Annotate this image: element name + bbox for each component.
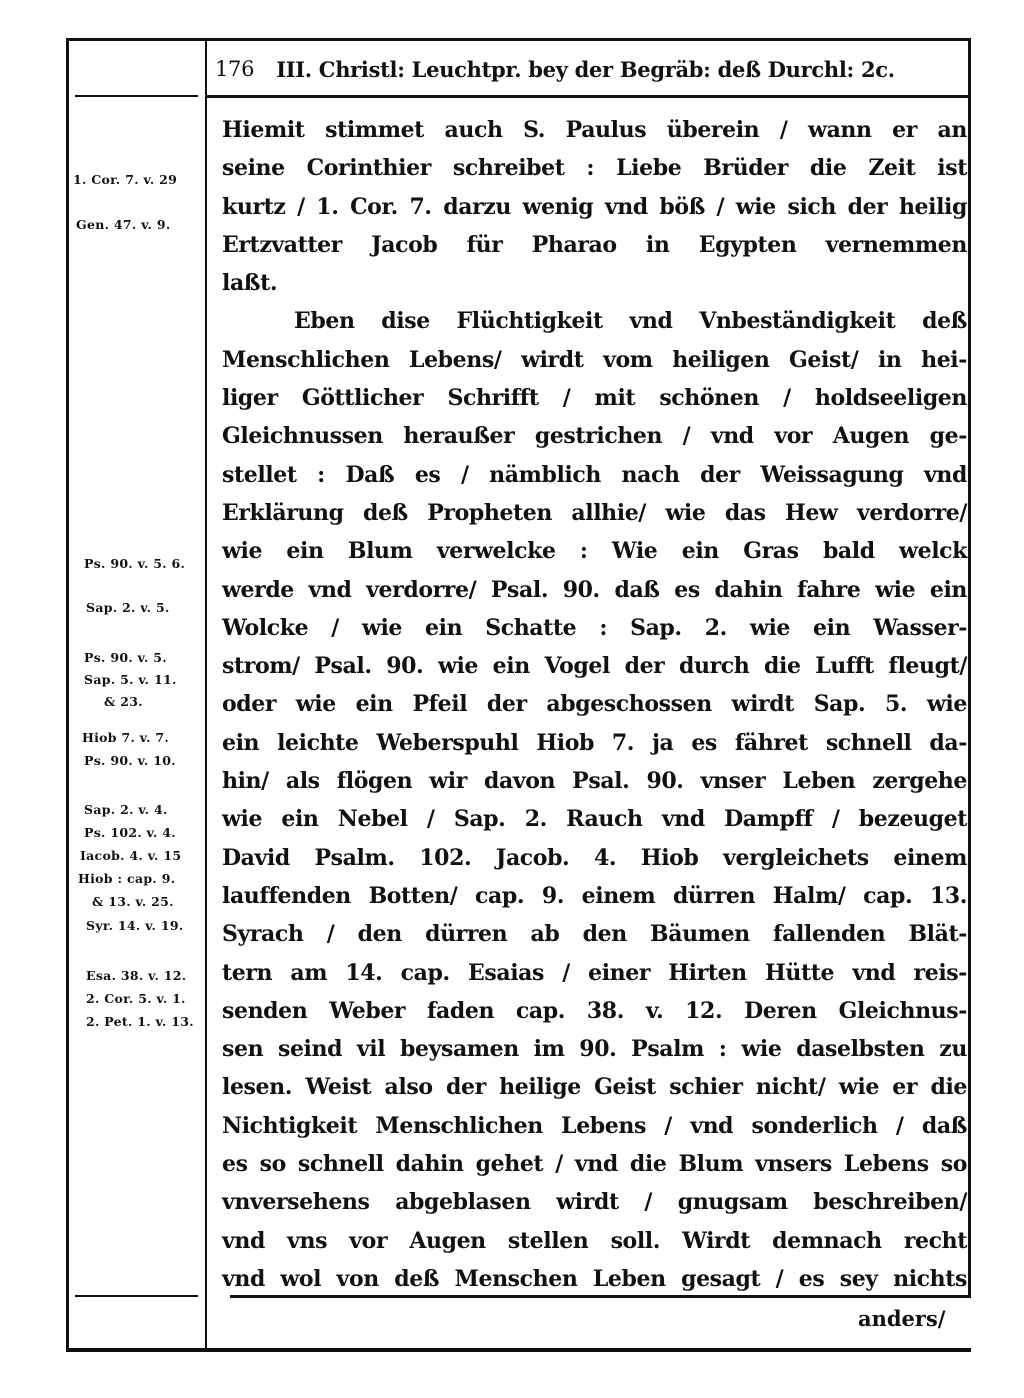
margin-reference: Syr. 14. v. 19. <box>86 918 184 933</box>
running-title: III. Christl: Leuchtpr. bey der Begräb: deß Durchl: 2c. <box>276 56 895 82</box>
margin-reference: Ps. 90. v. 5. <box>84 650 167 665</box>
margin-reference: 1. Cor. 7. v. 29 <box>73 172 178 187</box>
margin-reference: Ps. 90. v. 10. <box>84 753 176 768</box>
margin-reference: Hiob 7. v. 7. <box>82 730 170 745</box>
text-line: vnd wol von deß Menschen Leben gesagt / es sey nichts <box>222 1265 967 1292</box>
margin-reference: Ps. 90. v. 5. 6. <box>84 556 186 571</box>
text-line: wie ein Blum verwelcke : Wie ein Gras bald welck <box>222 538 967 565</box>
text-line: vnd vns vor Augen stellen soll. Wirdt demnach recht <box>222 1227 967 1254</box>
text-line: vnversehens abgeblasen wirdt / gnugsam beschreiben/ <box>222 1189 967 1216</box>
text-line: seine Corinthier schreibet : Liebe Brüder die Zeit ist <box>222 155 967 182</box>
margin-reference: Sap. 5. v. 11. <box>84 672 177 687</box>
margin-top-rule <box>75 95 198 97</box>
text-line: lauffenden Botten/ cap. 9. einem dürren Halm/ cap. 13. <box>222 882 967 909</box>
text-line: kurtz / 1. Cor. 7. darzu wenig vnd böß / wie sich der heilig <box>222 193 967 220</box>
frame-top-rule <box>66 38 971 41</box>
margin-reference: & 23. <box>104 694 143 709</box>
text-line: laßt. <box>222 270 278 297</box>
text-line: Menschlichen Lebens/ wirdt vom heiligen Geist/ in hei- <box>222 346 967 373</box>
text-line: liger Göttlicher Schrifft / mit schönen / holdseeligen <box>222 385 967 412</box>
text-line: werde vnd verdorre/ Psal. 90. daß es dahin fahre wie ein <box>222 576 967 603</box>
frame-left-rule <box>66 38 69 1350</box>
margin-reference: 2. Pet. 1. v. 13. <box>86 1014 194 1029</box>
text-line: wie ein Nebel / Sap. 2. Rauch vnd Dampff / bezeuget <box>222 806 967 833</box>
text-line: hin/ als flögen wir davon Psal. 90. vnser Leben zergehe <box>222 768 967 795</box>
text-line: Erklärung deß Propheten allhie/ wie das Hew verdorre/ <box>222 499 967 526</box>
margin-reference: Gen. 47. v. 9. <box>76 217 171 232</box>
text-line: Wolcke / wie ein Schatte : Sap. 2. wie ein Wasser- <box>222 614 967 641</box>
running-head <box>215 50 967 88</box>
text-line: oder wie ein Pfeil der abgeschossen wirdt Sap. 5. wie <box>222 691 967 718</box>
margin-gutter-rule <box>205 38 207 1350</box>
text-line: Gleichnussen heraußer gestrichen / vnd vor Augen ge- <box>222 423 967 450</box>
margin-end-rule <box>75 1295 198 1297</box>
text-line: David Psalm. 102. Jacob. 4. Hiob vergleichets einem <box>222 844 967 871</box>
margin-reference: Ps. 102. v. 4. <box>84 825 176 840</box>
catchword: anders/ <box>858 1306 946 1331</box>
margin-reference: & 13. v. 25. <box>92 894 174 909</box>
text-line: Nichtigkeit Menschlichen Lebens / vnd sonderlich / daß <box>222 1112 967 1139</box>
text-line: ein leichte Weberspuhl Hiob 7. ja es fähret schnell da- <box>222 729 967 756</box>
text-line: Syrach / den dürren ab den Bäumen fallenden Blät- <box>222 921 967 948</box>
text-line: Ertzvatter Jacob für Pharao in Egypten vernemmen <box>222 231 967 258</box>
text-line: senden Weber faden cap. 38. v. 12. Deren Gleichnus- <box>222 997 967 1024</box>
text-line: strom/ Psal. 90. wie ein Vogel der durch die Lufft fleugt/ <box>222 653 967 680</box>
frame-bottom-rule <box>66 1348 971 1352</box>
margin-reference: Esa. 38. v. 12. <box>86 968 187 983</box>
frame-right-rule <box>968 38 971 1298</box>
margin-reference: Sap. 2. v. 4. <box>84 802 168 817</box>
text-line: stellet : Daß es / nämblich nach der Weissagung vnd <box>222 461 967 488</box>
header-rule <box>205 95 971 98</box>
margin-reference: 2. Cor. 5. v. 1. <box>86 991 186 1006</box>
page-number: 176 <box>215 57 255 81</box>
text-line: Eben dise Flüchtigkeit vnd Vnbeständigkeit deß <box>294 308 967 335</box>
margin-reference: Iacob. 4. v. 15 <box>80 848 182 863</box>
text-line: Hiemit stimmet auch S. Paulus überein / wann er an <box>222 117 967 143</box>
text-line: tern am 14. cap. Esaias / einer Hirten Hütte vnd reis- <box>222 959 967 986</box>
margin-reference: Sap. 2. v. 5. <box>86 600 170 615</box>
text-line: es so schnell dahin gehet / vnd die Blum vnsers Lebens so <box>222 1151 967 1178</box>
margin-reference: Hiob : cap. 9. <box>78 871 176 886</box>
body-text <box>222 111 967 1298</box>
text-line: sen seind vil beysamen im 90. Psalm : wie daselbsten zu <box>222 1036 967 1063</box>
text-line: lesen. Weist also der heilige Geist schier nicht/ wie er die <box>222 1074 967 1101</box>
